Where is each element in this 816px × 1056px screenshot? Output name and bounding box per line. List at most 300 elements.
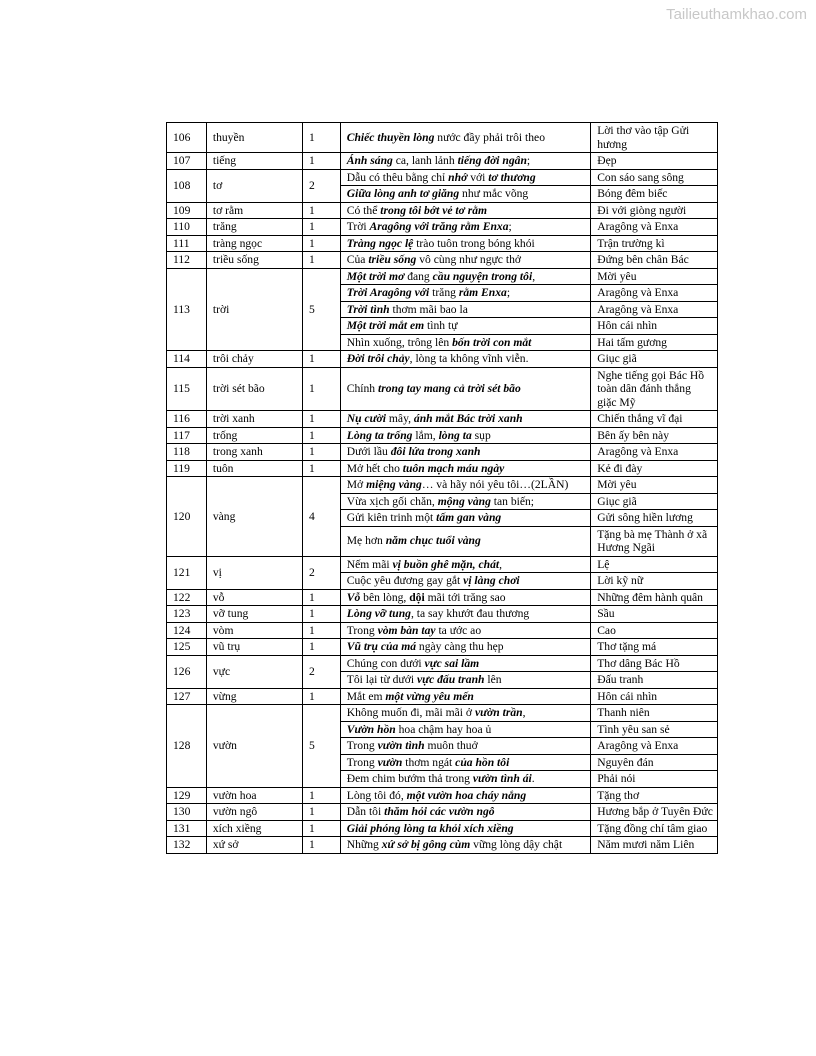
- table-row: [167, 268, 718, 285]
- quote-text: ,: [499, 557, 502, 571]
- highlighted-phrase: nhớ: [448, 170, 468, 184]
- entry-quote: [340, 556, 590, 573]
- entry-count: 5: [302, 268, 340, 351]
- highlighted-phrase: Trời Aragông với: [346, 286, 430, 299]
- highlighted-phrase: của hồn tôi: [455, 755, 510, 769]
- entry-word: tuôn: [206, 460, 302, 477]
- entry-quote: [340, 837, 590, 854]
- entry-word: vườn: [206, 705, 302, 788]
- entry-quote: [340, 411, 590, 428]
- entry-count: 1: [302, 219, 340, 236]
- entry-quote: [340, 688, 590, 705]
- highlighted-phrase: cầu nguyện trong tôi: [432, 269, 533, 283]
- entry-number: 106: [167, 123, 207, 153]
- quote-text: , lòng ta không vĩnh viễn.: [409, 352, 529, 365]
- entry-number: 115: [167, 367, 207, 411]
- entry-count: 1: [302, 688, 340, 705]
- table-row: [167, 202, 718, 219]
- entry-quote: [340, 285, 590, 302]
- entry-word: vị: [206, 556, 302, 589]
- entry-count: 2: [302, 655, 340, 688]
- quote-text: bên lòng,: [360, 590, 410, 604]
- entry-source-poem: Những đêm hành quân: [591, 589, 718, 606]
- entry-word: triều sống: [206, 252, 302, 269]
- entry-word: tơ: [206, 169, 302, 202]
- entry-source-poem: Hai tấm gương: [591, 334, 718, 351]
- quote-text: ,: [532, 269, 536, 283]
- highlighted-phrase: vườn tình: [377, 739, 425, 752]
- entry-source-poem: Trận trường kì: [591, 235, 718, 252]
- entry-word: thuyền: [206, 123, 302, 153]
- entry-word: tiếng: [206, 153, 302, 170]
- quote-text: vững lòng dậy chật: [470, 838, 563, 851]
- entry-source-poem: Nghe tiếng gọi Bác Hồ toàn dân đánh thắng giặc Mỹ: [591, 367, 718, 411]
- entry-number: 108: [167, 169, 207, 202]
- quote-text: Dẫn tôi: [346, 805, 385, 818]
- quote-text: mãi tới trăng sao: [424, 590, 506, 604]
- highlighted-phrase: Giải phóng lòng ta khỏi xích xiềng: [346, 821, 514, 835]
- entry-quote: [340, 219, 590, 236]
- quote-text: Đem chim bướm thả trong: [346, 772, 473, 785]
- entry-count: 4: [302, 477, 340, 557]
- highlighted-phrase: Một trời mơ: [346, 269, 405, 283]
- highlighted-phrase: vòm bàn tay: [377, 623, 436, 637]
- entry-number: 123: [167, 606, 207, 623]
- highlighted-phrase: ánh mắt Bác trời xanh: [413, 412, 523, 425]
- table-row: [167, 787, 718, 804]
- entry-source-poem: Đứng bên chân Bác: [591, 252, 718, 269]
- entry-quote: [340, 268, 590, 285]
- entry-count: 1: [302, 837, 340, 854]
- highlighted-phrase: Tràng ngọc lệ: [346, 236, 414, 250]
- entry-word: vàng: [206, 477, 302, 557]
- entry-count: 1: [302, 367, 340, 411]
- entry-quote: [340, 655, 590, 672]
- entry-quote: [340, 334, 590, 351]
- quote-text: ,: [522, 706, 526, 719]
- entry-word: vỡ tung: [206, 606, 302, 623]
- quote-text: Mẹ hơn: [346, 534, 386, 548]
- quote-text: Trong: [346, 623, 378, 637]
- entry-count: 1: [302, 820, 340, 837]
- entry-source-poem: Hương bắp ở Tuyên Đức: [591, 804, 718, 821]
- entry-count: 1: [302, 804, 340, 821]
- quote-text: thơm mãi bao la: [389, 302, 468, 316]
- entry-quote: [340, 493, 590, 510]
- quote-text: hoa chậm hay hoa ủ: [395, 722, 492, 736]
- entry-count: 1: [302, 123, 340, 153]
- entry-source-poem: Con sáo sang sông: [591, 169, 718, 186]
- highlighted-phrase: Nụ cười: [346, 412, 387, 425]
- highlighted-phrase: trong tôi bớt vẻ tơ rằm: [380, 203, 488, 217]
- highlighted-phrase: dội: [409, 590, 425, 604]
- table-row: [167, 460, 718, 477]
- entry-number: 126: [167, 655, 207, 688]
- highlighted-phrase: miệng vàng: [366, 478, 422, 491]
- quote-text: lắm,: [412, 428, 439, 442]
- highlighted-phrase: tơ thương: [488, 170, 536, 184]
- entry-word: vòm: [206, 622, 302, 639]
- entry-number: 107: [167, 153, 207, 170]
- entry-word: tràng ngọc: [206, 235, 302, 252]
- quote-text: ta ước ao: [435, 623, 482, 637]
- quote-text: tan biến;: [490, 494, 535, 508]
- entry-count: 1: [302, 202, 340, 219]
- entry-source-poem: Tình yêu san sẻ: [591, 721, 718, 738]
- highlighted-phrase: bốn trời con mắt: [452, 335, 532, 349]
- entry-source-poem: Aragông và Enxa: [591, 219, 718, 236]
- table-row: [167, 252, 718, 269]
- quote-text: Lòng tôi đó,: [346, 788, 407, 802]
- word-table-body: [167, 123, 718, 854]
- entry-source-poem: Aragông và Enxa: [591, 738, 718, 755]
- entry-quote: [340, 367, 590, 411]
- entry-number: 112: [167, 252, 207, 269]
- entry-quote: [340, 301, 590, 318]
- quote-text: Của: [346, 253, 369, 266]
- entry-quote: [340, 589, 590, 606]
- quote-text: Dưới lầu: [346, 445, 391, 458]
- table-row: [167, 477, 718, 494]
- quote-text: Mở hết cho: [346, 461, 403, 475]
- entry-source-poem: Tặng bà mẹ Thành ở xã Hương Ngãi: [591, 526, 718, 556]
- quote-text: như mắc võng: [459, 187, 529, 200]
- quote-text: ;: [506, 286, 511, 299]
- entry-word: vũ trụ: [206, 639, 302, 656]
- entry-number: 129: [167, 787, 207, 804]
- entry-quote: [340, 606, 590, 623]
- entry-source-poem: Tặng thơ: [591, 787, 718, 804]
- table-row: [167, 123, 718, 153]
- table-row: [167, 169, 718, 186]
- highlighted-phrase: mộng vàng: [437, 494, 491, 508]
- entry-quote: [340, 123, 590, 153]
- table-row: [167, 235, 718, 252]
- entry-count: 1: [302, 639, 340, 656]
- entry-source-poem: Sầu: [591, 606, 718, 623]
- entry-count: 1: [302, 351, 340, 368]
- table-row: [167, 606, 718, 623]
- table-row: [167, 820, 718, 837]
- table-row: [167, 411, 718, 428]
- table-row: [167, 444, 718, 461]
- highlighted-phrase: tiếng đời ngân: [457, 154, 527, 167]
- quote-text: Dẫu có thêu bằng chỉ: [346, 170, 449, 184]
- highlighted-phrase: thăm hỏi các vườn ngô: [384, 805, 495, 818]
- entry-quote: [340, 252, 590, 269]
- entry-source-poem: Giục giã: [591, 351, 718, 368]
- entry-word: vừng: [206, 688, 302, 705]
- entry-source-poem: Đi với giòng người: [591, 202, 718, 219]
- entry-source-poem: Bên ấy bên này: [591, 427, 718, 444]
- table-row: [167, 837, 718, 854]
- entry-number: 124: [167, 622, 207, 639]
- quote-text: ;: [508, 220, 512, 233]
- entry-source-poem: Đấu tranh: [591, 672, 718, 689]
- highlighted-phrase: vườn tình ái: [472, 772, 532, 785]
- entry-count: 2: [302, 169, 340, 202]
- quote-text: Chính: [346, 382, 378, 395]
- entry-source-poem: Năm mươi năm Liên: [591, 837, 718, 854]
- table-row: [167, 688, 718, 705]
- highlighted-phrase: xứ sở bị gông cùm: [381, 838, 471, 851]
- entry-number: 127: [167, 688, 207, 705]
- table-row: [167, 556, 718, 573]
- quote-text: tình tự: [424, 319, 458, 332]
- entry-count: 1: [302, 460, 340, 477]
- quote-text: trăng: [429, 286, 459, 299]
- table-row: [167, 351, 718, 368]
- entry-number: 117: [167, 427, 207, 444]
- entry-quote: [340, 235, 590, 252]
- highlighted-phrase: đôi lứa trong xanh: [390, 445, 481, 458]
- entry-number: 125: [167, 639, 207, 656]
- entry-quote: [340, 622, 590, 639]
- entry-quote: [340, 820, 590, 837]
- entry-quote: [340, 573, 590, 590]
- quote-text: Có thể: [346, 203, 381, 217]
- quote-text: muôn thuở: [424, 739, 478, 752]
- entry-count: 5: [302, 705, 340, 788]
- entry-count: 1: [302, 622, 340, 639]
- entry-quote: [340, 318, 590, 335]
- entry-word: trời xanh: [206, 411, 302, 428]
- quote-text: lên: [484, 673, 502, 686]
- entry-word: vườn ngô: [206, 804, 302, 821]
- highlighted-phrase: Vườn hồn: [346, 722, 396, 736]
- highlighted-phrase: Chiếc thuyền lòng: [346, 130, 435, 144]
- entry-word: trăng: [206, 219, 302, 236]
- highlighted-phrase: Ánh sáng: [346, 154, 393, 167]
- highlighted-phrase: rằm Enxa: [458, 286, 507, 299]
- entry-count: 1: [302, 606, 340, 623]
- table-row: [167, 655, 718, 672]
- table-row: [167, 804, 718, 821]
- quote-text: nước đầy phải trôi theo: [434, 130, 545, 144]
- entry-word: xứ sở: [206, 837, 302, 854]
- entry-count: 1: [302, 153, 340, 170]
- entry-source-poem: Aragông và Enxa: [591, 444, 718, 461]
- entry-source-poem: Phải nói: [591, 771, 718, 788]
- entry-number: 118: [167, 444, 207, 461]
- entry-number: 120: [167, 477, 207, 557]
- entry-quote: [340, 351, 590, 368]
- highlighted-phrase: một vừng yêu mến: [385, 689, 474, 703]
- entry-source-poem: Giục giã: [591, 493, 718, 510]
- entry-word: tơ rằm: [206, 202, 302, 219]
- entry-source-poem: Tặng đồng chí tâm giao: [591, 820, 718, 837]
- entry-source-poem: Thơ tặng má: [591, 639, 718, 656]
- watermark: Tailieuthamkhao.com: [666, 6, 807, 23]
- quote-text: với: [467, 170, 489, 184]
- quote-text: đang: [404, 269, 433, 283]
- entry-word: trong xanh: [206, 444, 302, 461]
- entry-source-poem: Nguyên đán: [591, 754, 718, 771]
- entry-source-poem: Bóng đêm biếc: [591, 186, 718, 203]
- quote-text: ca, lanh lảnh: [392, 154, 458, 167]
- entry-source-poem: Thanh niên: [591, 705, 718, 722]
- quote-text: Mắt em: [346, 689, 386, 703]
- entry-word: trống: [206, 427, 302, 444]
- quote-text: thơm ngát: [402, 755, 456, 769]
- quote-text: Nhìn xuống, trông lên: [346, 335, 453, 349]
- entry-quote: [340, 672, 590, 689]
- quote-text: Tôi lại từ dưới: [346, 673, 417, 686]
- highlighted-phrase: một vườn hoa cháy nắng: [406, 788, 527, 802]
- entry-quote: [340, 427, 590, 444]
- entry-source-poem: Aragông và Enxa: [591, 285, 718, 302]
- entry-quote: [340, 804, 590, 821]
- highlighted-phrase: Vũ trụ của má: [346, 640, 417, 653]
- highlighted-phrase: Vỗ: [346, 590, 361, 604]
- entry-word: vỗ: [206, 589, 302, 606]
- entry-count: 1: [302, 411, 340, 428]
- entry-quote: [340, 639, 590, 656]
- entry-quote: [340, 526, 590, 556]
- highlighted-phrase: vực sai lầm: [424, 656, 480, 670]
- entry-quote: [340, 202, 590, 219]
- quote-text: Nếm mãi: [346, 557, 393, 571]
- highlighted-phrase: Một trời mắt em: [346, 319, 425, 332]
- highlighted-phrase: vườn trần: [474, 706, 523, 719]
- highlighted-phrase: vị làng chơi: [463, 574, 520, 587]
- entry-source-poem: Gửi sông hiền lương: [591, 510, 718, 527]
- quote-text: , ta say khướt đau thương: [410, 607, 530, 620]
- entry-word: trời: [206, 268, 302, 351]
- quote-text: Vừa xịch gối chăn,: [346, 494, 438, 508]
- highlighted-phrase: Giữa lòng anh tơ giăng: [346, 187, 460, 200]
- entry-source-poem: Lệ: [591, 556, 718, 573]
- quote-text: mây,: [386, 412, 414, 425]
- entry-quote: [340, 444, 590, 461]
- quote-text: Cuộc yêu đương gay gắt: [346, 574, 464, 587]
- highlighted-phrase: tấm gan vàng: [436, 511, 502, 524]
- entry-source-poem: Kẻ đi đày: [591, 460, 718, 477]
- entry-word: trời sét bão: [206, 367, 302, 411]
- entry-quote: [340, 153, 590, 170]
- highlighted-phrase: Lòng vỡ tung: [346, 607, 411, 620]
- highlighted-phrase: Aragông với trăng rằm Enxa: [369, 220, 509, 233]
- entry-count: 2: [302, 556, 340, 589]
- quote-text: Chúng con dưới: [346, 656, 425, 670]
- entry-source-poem: Hôn cái nhìn: [591, 688, 718, 705]
- quote-text: ;: [526, 154, 531, 167]
- entry-source-poem: Lời kỹ nữ: [591, 573, 718, 590]
- entry-quote: [340, 771, 590, 788]
- entry-number: 114: [167, 351, 207, 368]
- entry-number: 121: [167, 556, 207, 589]
- entry-count: 1: [302, 235, 340, 252]
- entry-number: 132: [167, 837, 207, 854]
- entry-count: 1: [302, 427, 340, 444]
- highlighted-phrase: trong tay mang cả trời sét bão: [378, 382, 521, 395]
- quote-text: … và hãy nói yêu tôi…(2LẦN): [421, 478, 569, 491]
- entry-source-poem: Chiến thắng vĩ đại: [591, 411, 718, 428]
- entry-number: 128: [167, 705, 207, 788]
- highlighted-phrase: vị buồn ghê mặn, chát: [392, 557, 500, 571]
- quote-text: Không muốn đi, mãi mãi ở: [346, 706, 475, 719]
- quote-text: .: [531, 772, 535, 785]
- highlighted-phrase: năm chục tuổi vàng: [385, 534, 481, 548]
- entry-quote: [340, 787, 590, 804]
- quote-text: vô cùng như ngực thở: [416, 253, 522, 266]
- entry-number: 119: [167, 460, 207, 477]
- entry-source-poem: Thơ dâng Bác Hồ: [591, 655, 718, 672]
- entry-quote: [340, 477, 590, 494]
- entry-quote: [340, 754, 590, 771]
- quote-text: Mở: [346, 478, 367, 491]
- highlighted-phrase: tuôn mạch máu ngày: [402, 461, 505, 475]
- highlighted-phrase: triều sống: [368, 253, 417, 266]
- entry-quote: [340, 738, 590, 755]
- entry-source-poem: Aragông và Enxa: [591, 301, 718, 318]
- entry-number: 111: [167, 235, 207, 252]
- entry-number: 116: [167, 411, 207, 428]
- quote-text: Trong: [346, 739, 378, 752]
- entry-number: 113: [167, 268, 207, 351]
- table-row: [167, 639, 718, 656]
- entry-word: xích xiềng: [206, 820, 302, 837]
- quote-text: sụp: [471, 428, 491, 442]
- entry-word: trôi chảy: [206, 351, 302, 368]
- entry-quote: [340, 510, 590, 527]
- entry-quote: [340, 705, 590, 722]
- highlighted-phrase: Lòng ta trống: [346, 428, 413, 442]
- entry-number: 131: [167, 820, 207, 837]
- highlighted-phrase: Trời tình: [346, 302, 390, 316]
- entry-quote: [340, 169, 590, 186]
- entry-source-poem: Đẹp: [591, 153, 718, 170]
- table-row: [167, 153, 718, 170]
- table-row: [167, 219, 718, 236]
- highlighted-phrase: lòng ta: [438, 428, 472, 442]
- table-row: [167, 589, 718, 606]
- entry-count: 1: [302, 444, 340, 461]
- quote-text: Trong: [346, 755, 378, 769]
- entry-count: 1: [302, 787, 340, 804]
- table-row: [167, 367, 718, 411]
- quote-text: Gửi kiên trinh một: [346, 511, 437, 524]
- entry-quote: [340, 186, 590, 203]
- entry-source-poem: Mời yêu: [591, 477, 718, 494]
- quote-text: ngày càng thu hẹp: [416, 640, 504, 653]
- entry-quote: [340, 721, 590, 738]
- quote-text: Trời: [346, 220, 370, 233]
- entry-quote: [340, 460, 590, 477]
- entry-number: 110: [167, 219, 207, 236]
- quote-text: trào tuôn trong bóng khói: [413, 236, 535, 250]
- highlighted-phrase: vực đấu tranh: [416, 673, 485, 686]
- entry-number: 130: [167, 804, 207, 821]
- entry-count: 1: [302, 589, 340, 606]
- entry-word: vực: [206, 655, 302, 688]
- entry-source-poem: Cao: [591, 622, 718, 639]
- table-row: [167, 427, 718, 444]
- table-row: [167, 622, 718, 639]
- entry-source-poem: Mời yêu: [591, 268, 718, 285]
- quote-text: Những: [346, 838, 382, 851]
- entry-number: 122: [167, 589, 207, 606]
- entry-source-poem: Lời thơ vào tập Gửi hương: [591, 123, 718, 153]
- highlighted-phrase: Đời trôi chảy: [346, 352, 410, 365]
- table-row: [167, 705, 718, 722]
- word-table: [166, 122, 718, 854]
- entry-source-poem: Hôn cái nhìn: [591, 318, 718, 335]
- entry-number: 109: [167, 202, 207, 219]
- entry-word: vườn hoa: [206, 787, 302, 804]
- highlighted-phrase: vườn: [377, 755, 403, 769]
- entry-count: 1: [302, 252, 340, 269]
